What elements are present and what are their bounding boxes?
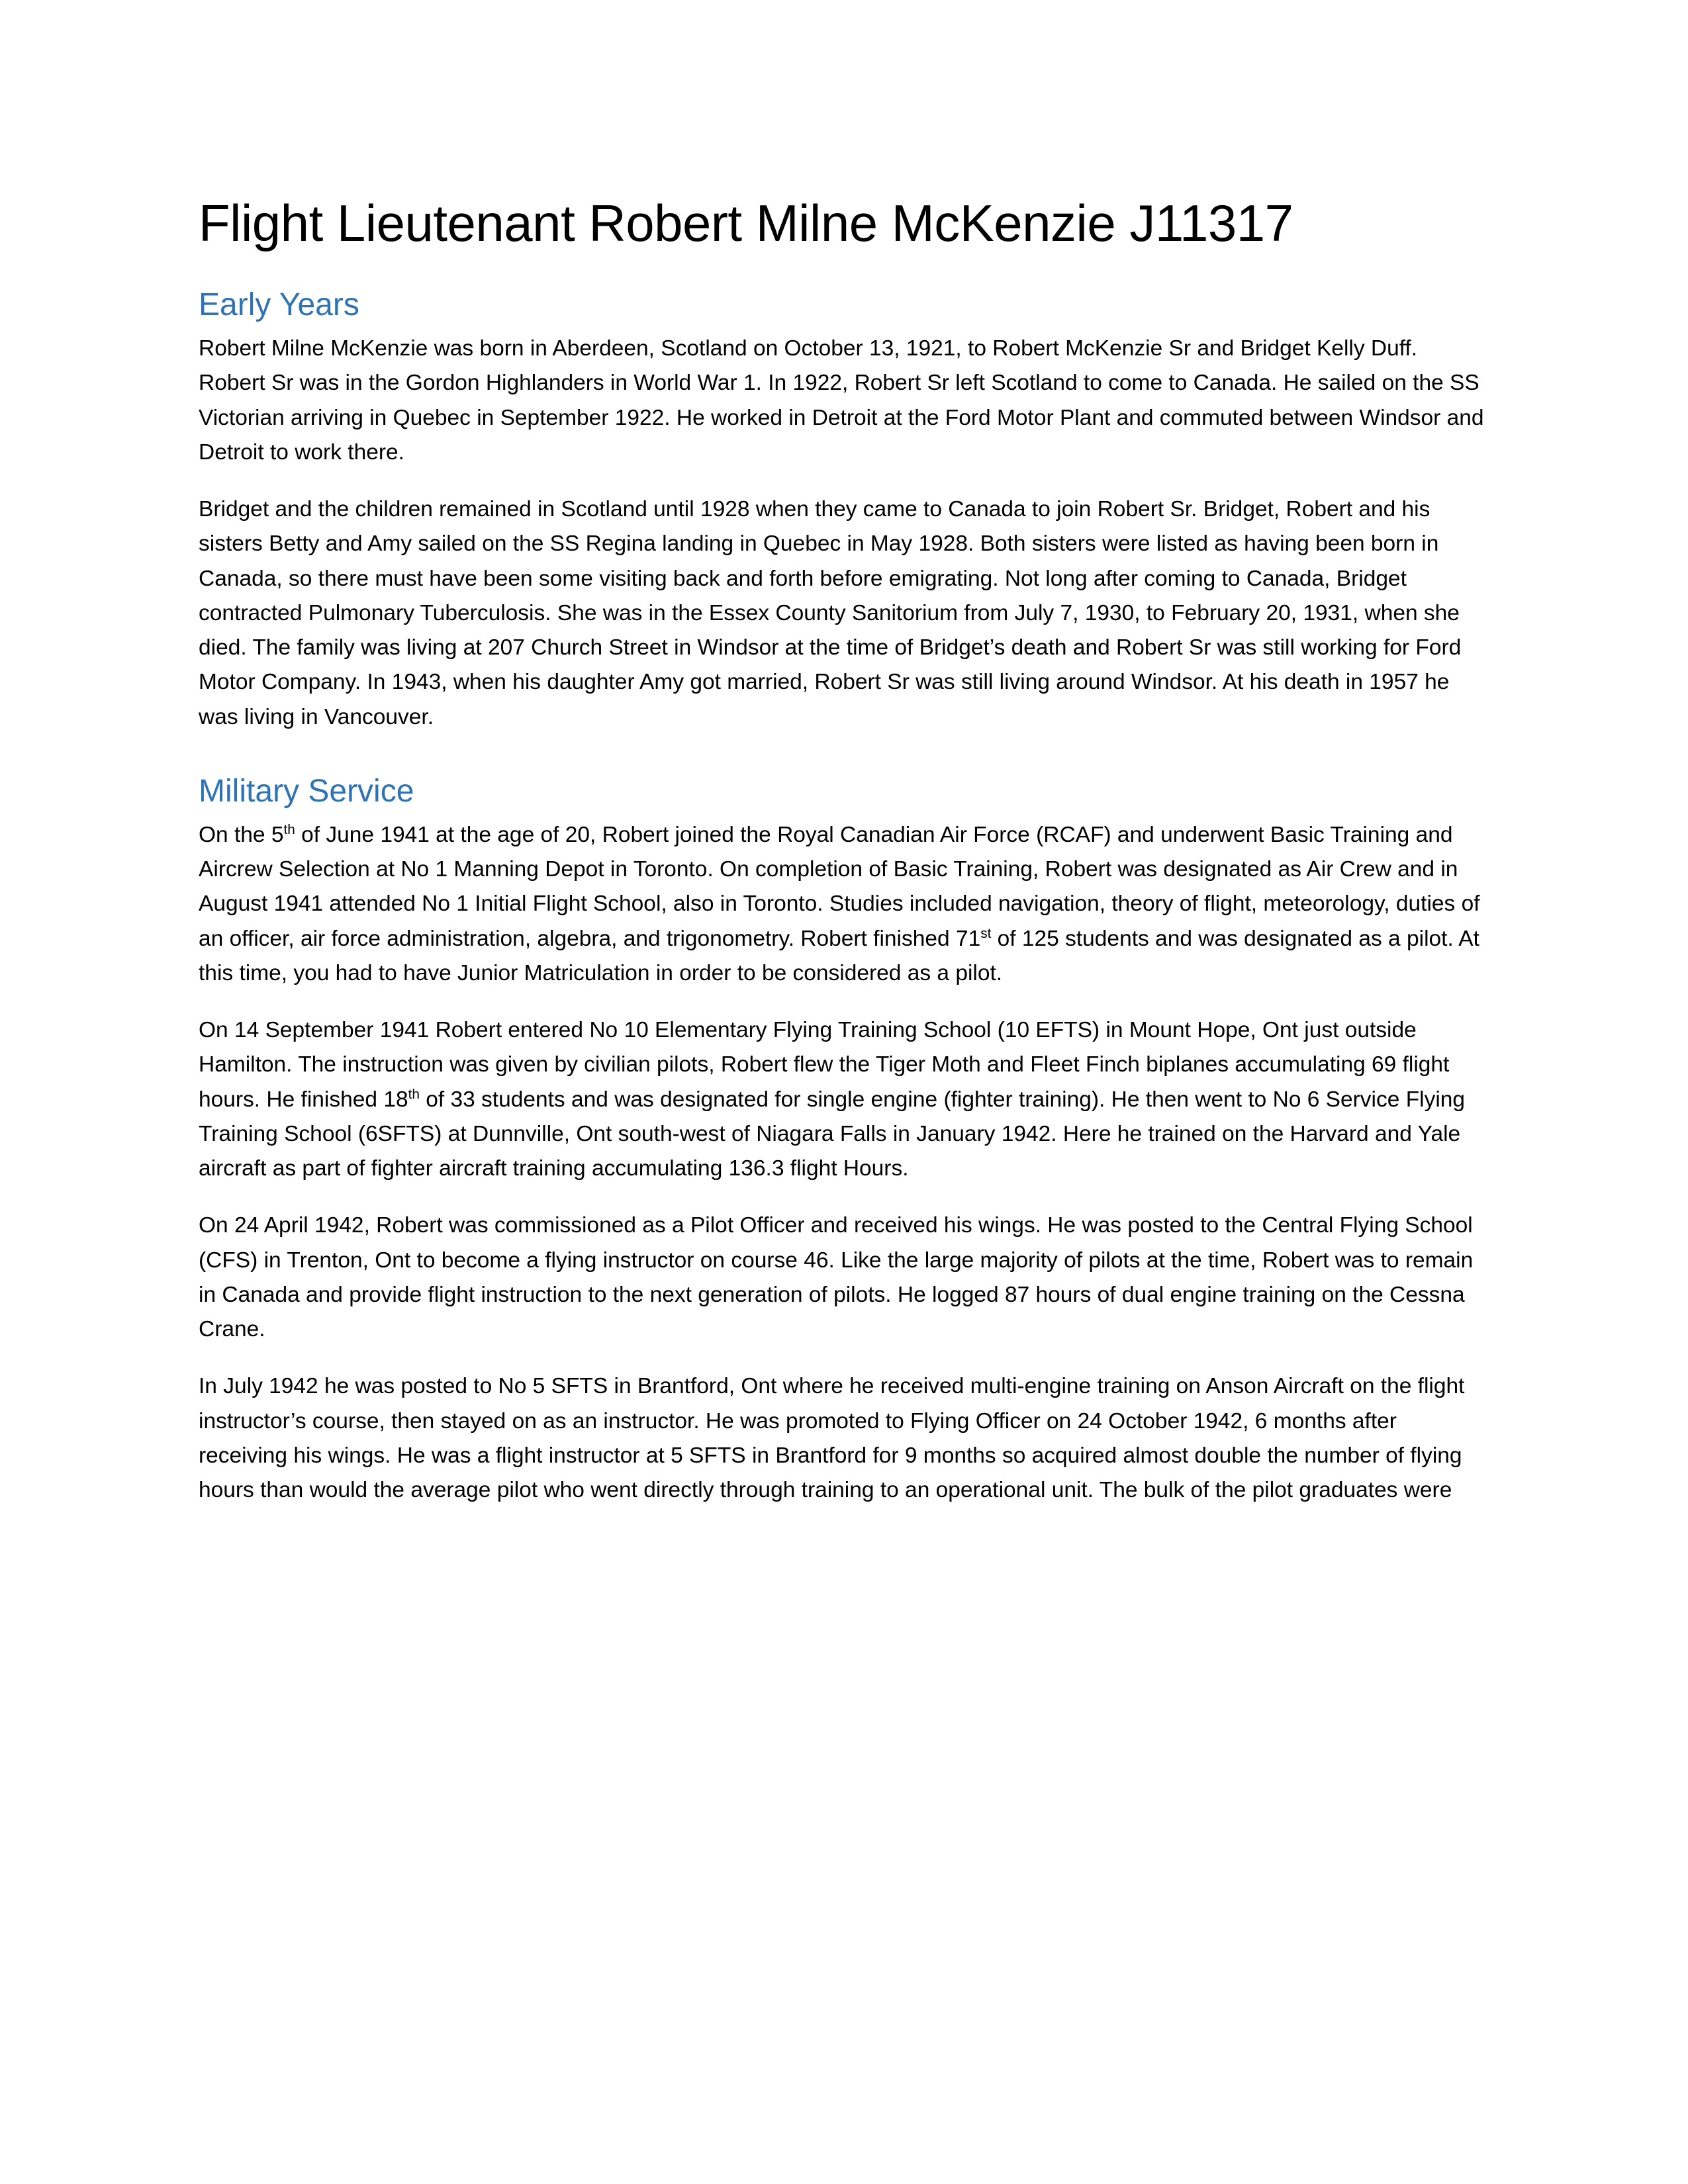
paragraph: On 24 April 1942, Robert was commissioned as a Pilot Officer and received his wings. He was posted to the Central Flying School (CFS) in Trenton, Ont to become a flying instructor on course 46. Like the large majority of pilots at the time, Robert was to remain in Canada and provide flight instruction to the next generation of pilots. He logged 87 hours of dual engine training on the Cessna Crane. bbox=[199, 1213, 1474, 1342]
paragraph: On 14 September 1941 Robert entered No 10 Elementary Flying Training School (10 EFTS) in Mount Hope, Ont just outside Hamilton. The instruction was given by civilian pilots, Robert flew the Tiger Moth and Fleet Finch biplanes accumulating 69 flight hours. He finished 18th of 33 students and was designated for single engine (fighter training). He then went to No 6 Service Flying Training School (6SFTS) at Dunnville, Ont south-west of Niagara Falls in January 1942. Here he trained on the Harvard and Yale aircraft as part of fighter aircraft training accumulating 136.3 flight Hours. bbox=[199, 1018, 1466, 1181]
paragraph: Bridget and the children remained in Scotland until 1928 when they came to Canada to join Robert Sr. Bridget, Robert and his sisters Betty and Amy sailed on the SS Regina landing in Quebec in May 1928. Both sisters were listed as having been born in Canada, so there must have been some visiting back and forth before emigrating. Not long after coming to Canada, Bridget contracted Pulmonary Tuberculosis. She was in the Essex County Sanitorium from July 7, 1930, to February 20, 1931, when she died. The family was living at 207 Church Street in Windsor at the time of Bridget’s death and Robert Sr was still working for Ford Motor Company. In 1943, when his daughter Amy got married, Robert Sr was still living around Windsor. At his death in 1957 he was living in Vancouver. bbox=[199, 497, 1462, 729]
paragraph: Robert Milne McKenzie was born in Aberdeen, Scotland on October 13, 1921, to Robert McKenzie Sr and Bridget Kelly Duff. Robert Sr was in the Gordon Highlanders in World War 1. In 1922, Robert Sr left Scotland to come to Canada. He sailed on the SS Victorian arriving in Quebec in September 1922. He worked in Detroit at the Ford Motor Plant and commuted between Windsor and Detroit to work there. bbox=[199, 336, 1484, 465]
page-title: Flight Lieutenant Robert Milne McKenzie J11317 bbox=[199, 194, 1293, 252]
section-heading-early-years: Early Years bbox=[199, 287, 359, 323]
paragraph: In July 1942 he was posted to No 5 SFTS in Brantford, Ont where he received multi-engine training on Anson Aircraft on the flight instructor’s course, then stayed on as an instructor. He was promoted to Flying Officer on 24 October 1942, 6 months after receiving his wings. He was a flight instructor at 5 SFTS in Brantford for 9 months so acquired almost double the number of flying hours than would the average pilot who went directly through training to an operational unit. The bulk of the pilot graduates were bbox=[199, 1374, 1465, 1503]
section-heading-military-service: Military Service bbox=[199, 773, 414, 809]
paragraph: On the 5th of June 1941 at the age of 20, Robert joined the Royal Canadian Air Force (RCAF) and underwent Basic Training and Aircrew Selection at No 1 Manning Depot in Toronto. On completion of Basic Training, Robert was designated as Air Crew and in August 1941 attended No 1 Initial Flight School, also in Toronto. Studies included navigation, theory of flight, meteorology, duties of an officer, air force administration, algebra, and trigonometry. Robert finished 71st of 125 students and was designated as a pilot. At this time, you had to have Junior Matriculation in order to be considered as a pilot. bbox=[199, 821, 1480, 985]
